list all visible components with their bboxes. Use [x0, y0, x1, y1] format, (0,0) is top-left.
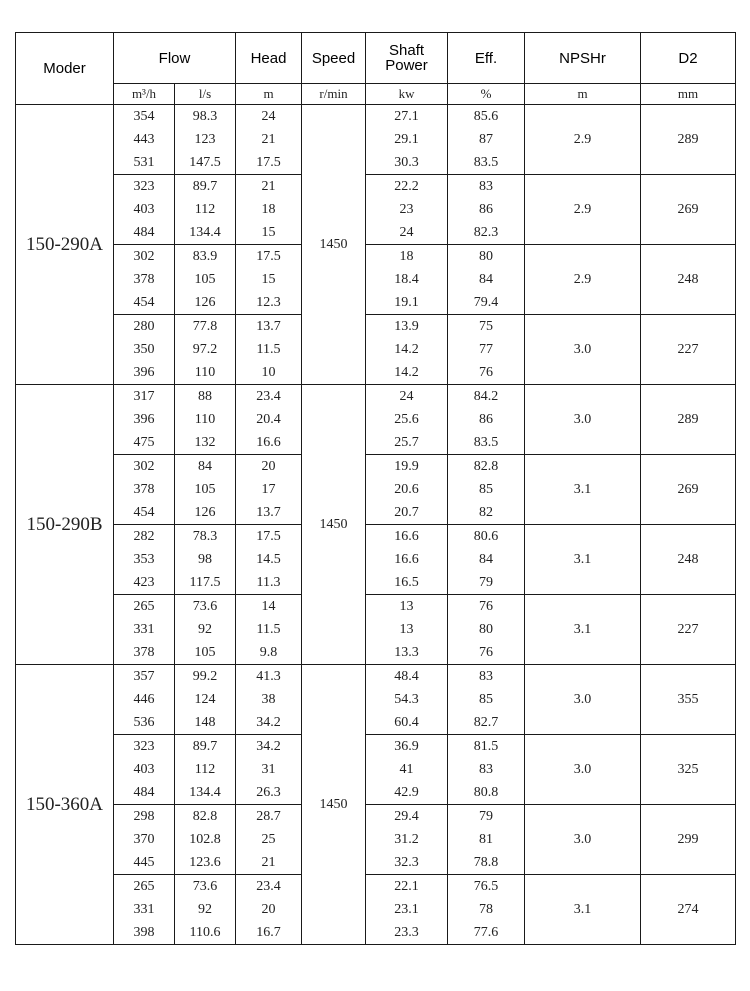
cell-flow-m3h: 445 [114, 851, 175, 875]
npshr-value: 3.0 [525, 315, 641, 385]
cell-flow-m3h: 454 [114, 501, 175, 525]
header-row [16, 33, 736, 84]
cell-flow-ls: 92 [175, 898, 236, 921]
cell-head: 18 [236, 198, 302, 221]
table-row [16, 805, 736, 829]
npshr-value: 3.1 [525, 595, 641, 665]
cell-flow-ls: 134.4 [175, 781, 236, 805]
cell-flow-ls: 110.6 [175, 921, 236, 945]
cell-flow-ls: 97.2 [175, 338, 236, 361]
table-row [16, 455, 736, 479]
cell-head: 17 [236, 478, 302, 501]
cell-flow-ls: 117.5 [175, 571, 236, 595]
cell-head: 16.6 [236, 431, 302, 455]
cell-shaft-power: 48.4 [366, 665, 448, 689]
cell-shaft-power: 16.5 [366, 571, 448, 595]
cell-head: 20 [236, 455, 302, 479]
cell-shaft-power: 13.9 [366, 315, 448, 339]
cell-shaft-power: 14.2 [366, 338, 448, 361]
cell-shaft-power: 29.1 [366, 128, 448, 151]
npshr-value: 3.1 [525, 525, 641, 595]
cell-flow-ls: 105 [175, 268, 236, 291]
table-row [16, 105, 736, 129]
cell-flow-m3h: 298 [114, 805, 175, 829]
d2-value: 269 [641, 455, 736, 525]
cell-eff: 85 [448, 478, 525, 501]
d2-value: 227 [641, 595, 736, 665]
cell-flow-m3h: 323 [114, 735, 175, 759]
cell-eff: 75 [448, 315, 525, 339]
cell-eff: 83 [448, 758, 525, 781]
cell-flow-ls: 92 [175, 618, 236, 641]
cell-head: 28.7 [236, 805, 302, 829]
cell-shaft-power: 36.9 [366, 735, 448, 759]
cell-flow-m3h: 265 [114, 875, 175, 899]
cell-flow-ls: 112 [175, 198, 236, 221]
npshr-value: 3.1 [525, 455, 641, 525]
table-row [16, 315, 736, 339]
cell-shaft-power: 42.9 [366, 781, 448, 805]
npshr-value: 3.1 [525, 875, 641, 945]
cell-flow-ls: 147.5 [175, 151, 236, 175]
table-row [16, 525, 736, 549]
cell-flow-m3h: 353 [114, 548, 175, 571]
cell-eff: 86 [448, 198, 525, 221]
cell-flow-m3h: 331 [114, 618, 175, 641]
cell-flow-m3h: 378 [114, 268, 175, 291]
cell-head: 31 [236, 758, 302, 781]
cell-eff: 82.3 [448, 221, 525, 245]
cell-shaft-power: 13 [366, 618, 448, 641]
cell-eff: 82.7 [448, 711, 525, 735]
unit-head: m [236, 84, 302, 105]
cell-shaft-power: 54.3 [366, 688, 448, 711]
cell-eff: 83.5 [448, 431, 525, 455]
cell-flow-m3h: 378 [114, 478, 175, 501]
cell-head: 12.3 [236, 291, 302, 315]
cell-flow-ls: 88 [175, 385, 236, 409]
table-row [16, 665, 736, 689]
speed-value: 1450 [302, 665, 366, 945]
cell-shaft-power: 41 [366, 758, 448, 781]
d2-value: 299 [641, 805, 736, 875]
pump-performance-table [15, 32, 736, 945]
table-row [16, 875, 736, 899]
cell-flow-ls: 123 [175, 128, 236, 151]
cell-flow-m3h: 282 [114, 525, 175, 549]
cell-flow-m3h: 323 [114, 175, 175, 199]
unit-d2: mm [641, 84, 736, 105]
cell-head: 17.5 [236, 525, 302, 549]
cell-flow-ls: 110 [175, 361, 236, 385]
table-row [16, 245, 736, 269]
cell-head: 17.5 [236, 151, 302, 175]
cell-flow-ls: 110 [175, 408, 236, 431]
cell-flow-m3h: 403 [114, 758, 175, 781]
cell-flow-ls: 112 [175, 758, 236, 781]
cell-eff: 80.8 [448, 781, 525, 805]
cell-eff: 81 [448, 828, 525, 851]
cell-shaft-power: 23 [366, 198, 448, 221]
cell-shaft-power: 24 [366, 221, 448, 245]
header-d2: D2 [641, 33, 736, 84]
unit-flow-m3h: m³/h [114, 84, 175, 105]
cell-flow-ls: 132 [175, 431, 236, 455]
d2-value: 289 [641, 385, 736, 455]
cell-shaft-power: 24 [366, 385, 448, 409]
cell-head: 11.5 [236, 338, 302, 361]
cell-flow-ls: 105 [175, 478, 236, 501]
cell-eff: 83 [448, 175, 525, 199]
npshr-value: 3.0 [525, 385, 641, 455]
cell-eff: 82 [448, 501, 525, 525]
npshr-value: 3.0 [525, 735, 641, 805]
d2-value: 274 [641, 875, 736, 945]
cell-eff: 86 [448, 408, 525, 431]
cell-eff: 79 [448, 571, 525, 595]
cell-head: 34.2 [236, 735, 302, 759]
cell-eff: 77 [448, 338, 525, 361]
npshr-value: 2.9 [525, 105, 641, 175]
npshr-value: 3.0 [525, 665, 641, 735]
table-row [16, 595, 736, 619]
cell-head: 17.5 [236, 245, 302, 269]
cell-flow-m3h: 531 [114, 151, 175, 175]
cell-flow-m3h: 350 [114, 338, 175, 361]
cell-shaft-power: 19.1 [366, 291, 448, 315]
cell-eff: 85 [448, 688, 525, 711]
cell-head: 41.3 [236, 665, 302, 689]
d2-value: 269 [641, 175, 736, 245]
d2-value: 248 [641, 525, 736, 595]
cell-flow-ls: 73.6 [175, 875, 236, 899]
cell-head: 21 [236, 175, 302, 199]
cell-flow-m3h: 302 [114, 245, 175, 269]
cell-head: 20.4 [236, 408, 302, 431]
cell-eff: 81.5 [448, 735, 525, 759]
d2-value: 325 [641, 735, 736, 805]
cell-shaft-power: 16.6 [366, 548, 448, 571]
npshr-value: 3.0 [525, 805, 641, 875]
cell-flow-m3h: 280 [114, 315, 175, 339]
cell-eff: 83.5 [448, 151, 525, 175]
cell-shaft-power: 20.7 [366, 501, 448, 525]
unit-speed: r/min [302, 84, 366, 105]
cell-flow-ls: 98 [175, 548, 236, 571]
cell-shaft-power: 22.2 [366, 175, 448, 199]
cell-flow-ls: 99.2 [175, 665, 236, 689]
table-row [16, 735, 736, 759]
unit-npshr: m [525, 84, 641, 105]
cell-flow-ls: 148 [175, 711, 236, 735]
speed-value: 1450 [302, 105, 366, 385]
model-name: 150-360A [16, 665, 114, 945]
cell-flow-m3h: 370 [114, 828, 175, 851]
cell-head: 16.7 [236, 921, 302, 945]
cell-flow-m3h: 484 [114, 781, 175, 805]
cell-flow-ls: 102.8 [175, 828, 236, 851]
cell-flow-ls: 124 [175, 688, 236, 711]
cell-head: 14 [236, 595, 302, 619]
cell-head: 21 [236, 851, 302, 875]
cell-flow-ls: 89.7 [175, 175, 236, 199]
cell-flow-ls: 126 [175, 501, 236, 525]
npshr-value: 2.9 [525, 175, 641, 245]
units-row [16, 84, 736, 105]
cell-flow-ls: 82.8 [175, 805, 236, 829]
cell-eff: 80 [448, 245, 525, 269]
cell-head: 11.3 [236, 571, 302, 595]
cell-shaft-power: 27.1 [366, 105, 448, 129]
cell-flow-m3h: 396 [114, 408, 175, 431]
cell-shaft-power: 18.4 [366, 268, 448, 291]
header-flow: Flow [114, 33, 236, 84]
cell-eff: 78 [448, 898, 525, 921]
cell-eff: 84.2 [448, 385, 525, 409]
cell-eff: 80.6 [448, 525, 525, 549]
cell-flow-m3h: 302 [114, 455, 175, 479]
cell-shaft-power: 31.2 [366, 828, 448, 851]
cell-flow-m3h: 265 [114, 595, 175, 619]
cell-flow-m3h: 317 [114, 385, 175, 409]
cell-eff: 84 [448, 548, 525, 571]
cell-flow-ls: 126 [175, 291, 236, 315]
cell-head: 13.7 [236, 315, 302, 339]
cell-eff: 79.4 [448, 291, 525, 315]
cell-flow-ls: 83.9 [175, 245, 236, 269]
header-eff: Eff. [448, 33, 525, 84]
cell-head: 20 [236, 898, 302, 921]
unit-flow-ls: l/s [175, 84, 236, 105]
cell-head: 38 [236, 688, 302, 711]
cell-flow-ls: 73.6 [175, 595, 236, 619]
cell-shaft-power: 29.4 [366, 805, 448, 829]
cell-head: 21 [236, 128, 302, 151]
cell-shaft-power: 13.3 [366, 641, 448, 665]
cell-eff: 77.6 [448, 921, 525, 945]
cell-flow-m3h: 454 [114, 291, 175, 315]
d2-value: 227 [641, 315, 736, 385]
cell-shaft-power: 32.3 [366, 851, 448, 875]
cell-shaft-power: 19.9 [366, 455, 448, 479]
cell-head: 9.8 [236, 641, 302, 665]
cell-shaft-power: 60.4 [366, 711, 448, 735]
cell-head: 11.5 [236, 618, 302, 641]
cell-eff: 84 [448, 268, 525, 291]
cell-eff: 79 [448, 805, 525, 829]
cell-shaft-power: 30.3 [366, 151, 448, 175]
cell-flow-ls: 77.8 [175, 315, 236, 339]
header-head: Head [236, 33, 302, 84]
cell-head: 14.5 [236, 548, 302, 571]
cell-shaft-power: 16.6 [366, 525, 448, 549]
cell-head: 15 [236, 268, 302, 291]
d2-value: 248 [641, 245, 736, 315]
cell-eff: 76 [448, 641, 525, 665]
cell-flow-m3h: 475 [114, 431, 175, 455]
model-name: 150-290A [16, 105, 114, 385]
npshr-value: 2.9 [525, 245, 641, 315]
cell-head: 10 [236, 361, 302, 385]
cell-flow-ls: 78.3 [175, 525, 236, 549]
cell-eff: 76.5 [448, 875, 525, 899]
cell-eff: 76 [448, 361, 525, 385]
cell-flow-m3h: 354 [114, 105, 175, 129]
table-row [16, 175, 736, 199]
d2-value: 289 [641, 105, 736, 175]
cell-eff: 87 [448, 128, 525, 151]
cell-flow-m3h: 331 [114, 898, 175, 921]
cell-eff: 78.8 [448, 851, 525, 875]
cell-flow-m3h: 398 [114, 921, 175, 945]
cell-flow-ls: 105 [175, 641, 236, 665]
cell-head: 34.2 [236, 711, 302, 735]
header-speed: Speed [302, 33, 366, 84]
cell-flow-ls: 89.7 [175, 735, 236, 759]
cell-flow-m3h: 378 [114, 641, 175, 665]
cell-flow-m3h: 446 [114, 688, 175, 711]
table-body [16, 105, 736, 945]
cell-head: 23.4 [236, 385, 302, 409]
cell-eff: 80 [448, 618, 525, 641]
cell-shaft-power: 14.2 [366, 361, 448, 385]
cell-shaft-power: 25.7 [366, 431, 448, 455]
header-model: Moder [16, 33, 114, 105]
cell-head: 26.3 [236, 781, 302, 805]
cell-head: 25 [236, 828, 302, 851]
cell-eff: 76 [448, 595, 525, 619]
cell-shaft-power: 25.6 [366, 408, 448, 431]
unit-eff: % [448, 84, 525, 105]
cell-shaft-power: 23.3 [366, 921, 448, 945]
cell-shaft-power: 23.1 [366, 898, 448, 921]
cell-eff: 85.6 [448, 105, 525, 129]
cell-head: 24 [236, 105, 302, 129]
cell-flow-m3h: 396 [114, 361, 175, 385]
cell-flow-m3h: 403 [114, 198, 175, 221]
cell-head: 23.4 [236, 875, 302, 899]
d2-value: 355 [641, 665, 736, 735]
cell-flow-ls: 134.4 [175, 221, 236, 245]
cell-eff: 83 [448, 665, 525, 689]
cell-flow-ls: 123.6 [175, 851, 236, 875]
header-shaft-power: Shaft Power [366, 33, 448, 84]
cell-flow-m3h: 443 [114, 128, 175, 151]
speed-value: 1450 [302, 385, 366, 665]
cell-flow-m3h: 357 [114, 665, 175, 689]
cell-eff: 82.8 [448, 455, 525, 479]
cell-flow-ls: 98.3 [175, 105, 236, 129]
cell-shaft-power: 18 [366, 245, 448, 269]
table-row [16, 385, 736, 409]
cell-flow-ls: 84 [175, 455, 236, 479]
cell-shaft-power: 22.1 [366, 875, 448, 899]
cell-shaft-power: 20.6 [366, 478, 448, 501]
unit-power: kw [366, 84, 448, 105]
cell-flow-m3h: 423 [114, 571, 175, 595]
cell-head: 13.7 [236, 501, 302, 525]
cell-shaft-power: 13 [366, 595, 448, 619]
header-npshr: NPSHr [525, 33, 641, 84]
cell-flow-m3h: 536 [114, 711, 175, 735]
cell-flow-m3h: 484 [114, 221, 175, 245]
model-name: 150-290B [16, 385, 114, 665]
cell-head: 15 [236, 221, 302, 245]
